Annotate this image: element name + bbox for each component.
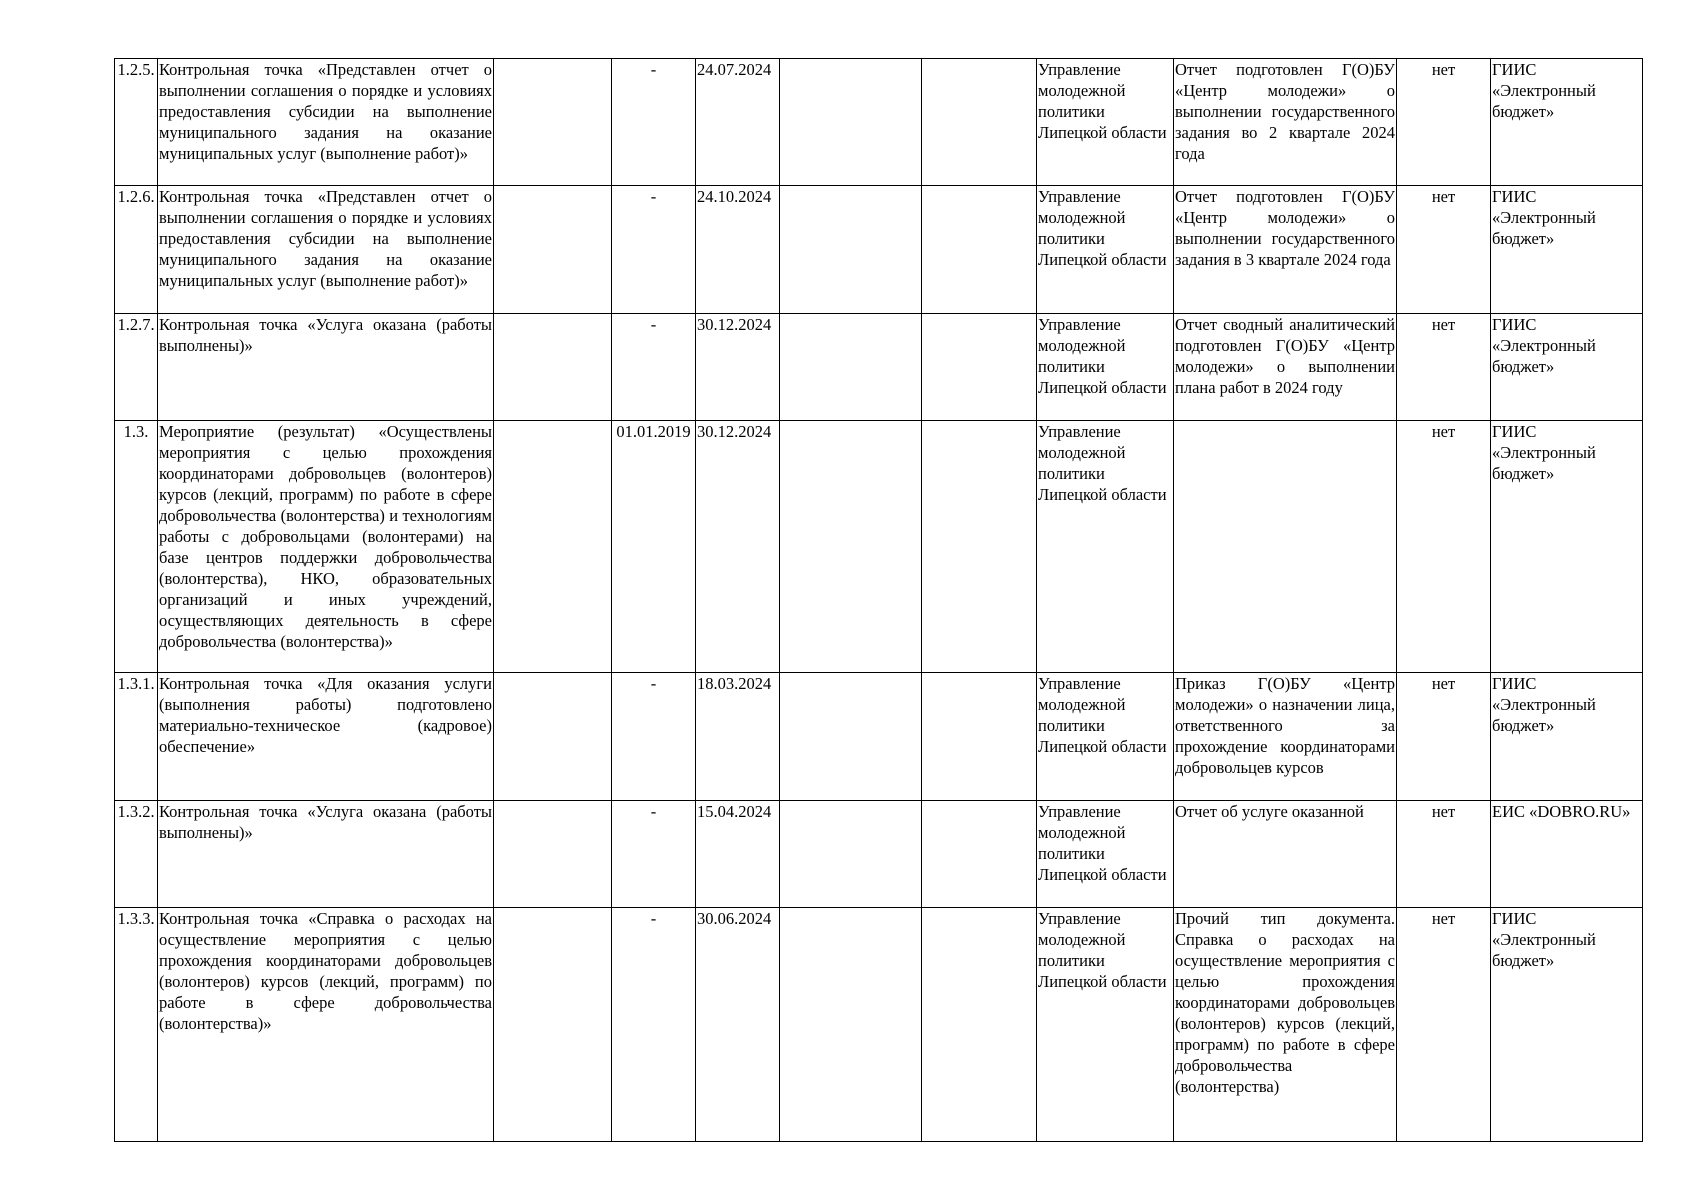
empty-cell [780, 186, 922, 314]
information-system-cell: ГИИС «Электронный бюджет» [1491, 186, 1643, 314]
responsible-cell: Управление молодежной политики Липецкой области [1037, 314, 1174, 421]
empty-cell [780, 673, 922, 801]
row-number-cell: 1.2.7. [115, 314, 158, 421]
table-row [115, 801, 1643, 908]
empty-cell [922, 801, 1037, 908]
empty-cell [922, 314, 1037, 421]
row-name-cell: Контрольная точка «Справка о расходах на осуществление мероприятия с целью прохождения координаторами добровольцев (волонтеров) курсов (лекций, программ) по работе в сфере добровольчества (волонтерства)» [158, 908, 494, 1142]
row-name-cell: Контрольная точка «Представлен отчет о выполнении соглашения о порядке и условиях предоставления субсидии на выполнение муниципального задания на оказание муниципальных услуг (выполнение работ)» [158, 186, 494, 314]
end-date-cell: 24.07.2024 [696, 59, 780, 186]
table-row [115, 421, 1643, 673]
table-row [115, 314, 1643, 421]
responsible-cell: Управление молодежной политики Липецкой области [1037, 801, 1174, 908]
empty-cell [922, 59, 1037, 186]
empty-cell [780, 421, 922, 673]
responsible-cell: Управление молодежной политики Липецкой области [1037, 59, 1174, 186]
row-number-cell: 1.3.2. [115, 801, 158, 908]
information-system-cell: ГИИС «Электронный бюджет» [1491, 908, 1643, 1142]
start-date-cell: - [612, 59, 696, 186]
row-name-cell: Контрольная точка «Услуга оказана (работы выполнены)» [158, 801, 494, 908]
table-row [115, 59, 1643, 186]
end-date-cell: 30.06.2024 [696, 908, 780, 1142]
start-date-cell: - [612, 186, 696, 314]
empty-cell [494, 59, 612, 186]
document-cell: Отчет подготовлен Г(О)БУ «Центр молодежи» о выполнении государственного задания во 2 квартале 2024 года [1174, 59, 1397, 186]
document-cell: Отчет сводный аналитический подготовлен Г(О)БУ «Центр молодежи» о выполнении плана работ в 2024 году [1174, 314, 1397, 421]
row-name-cell: Контрольная точка «Представлен отчет о выполнении соглашения о порядке и условиях предоставления субсидии на выполнение муниципального задания на оказание муниципальных услуг (выполнение работ)» [158, 59, 494, 186]
start-date-cell: - [612, 801, 696, 908]
flag-cell: нет [1397, 801, 1491, 908]
empty-cell [922, 186, 1037, 314]
flag-cell: нет [1397, 421, 1491, 673]
flag-cell: нет [1397, 59, 1491, 186]
empty-cell [494, 908, 612, 1142]
start-date-cell: 01.01.2019 [612, 421, 696, 673]
empty-cell [494, 673, 612, 801]
end-date-cell: 30.12.2024 [696, 421, 780, 673]
empty-cell [780, 801, 922, 908]
information-system-cell: ГИИС «Электронный бюджет» [1491, 314, 1643, 421]
empty-cell [780, 59, 922, 186]
table-row [115, 186, 1643, 314]
table-body [115, 59, 1643, 1142]
document-cell: Прочий тип документа. Справка о расходах на осуществление мероприятия с целью прохождения координаторами добровольцев (волонтеров) курсов (лекций, программ) по работе в сфере добровольчества (волонтерства) [1174, 908, 1397, 1142]
empty-cell [494, 314, 612, 421]
end-date-cell: 24.10.2024 [696, 186, 780, 314]
row-number-cell: 1.2.5. [115, 59, 158, 186]
start-date-cell: - [612, 314, 696, 421]
empty-cell [494, 186, 612, 314]
table-row [115, 673, 1643, 801]
table-row [115, 908, 1643, 1142]
information-system-cell: ГИИС «Электронный бюджет» [1491, 421, 1643, 673]
flag-cell: нет [1397, 186, 1491, 314]
responsible-cell: Управление молодежной политики Липецкой области [1037, 421, 1174, 673]
responsible-cell: Управление молодежной политики Липецкой области [1037, 673, 1174, 801]
information-system-cell: ГИИС «Электронный бюджет» [1491, 673, 1643, 801]
document-cell: Отчет подготовлен Г(О)БУ «Центр молодежи» о выполнении государственного задания в 3 квартале 2024 года [1174, 186, 1397, 314]
row-name-cell: Контрольная точка «Для оказания услуги (выполнения работы) подготовлено материально-техническое (кадровое) обеспечение» [158, 673, 494, 801]
empty-cell [922, 673, 1037, 801]
flag-cell: нет [1397, 673, 1491, 801]
flag-cell: нет [1397, 908, 1491, 1142]
start-date-cell: - [612, 908, 696, 1142]
responsible-cell: Управление молодежной политики Липецкой области [1037, 186, 1174, 314]
empty-cell [494, 801, 612, 908]
document-cell [1174, 421, 1397, 673]
flag-cell: нет [1397, 314, 1491, 421]
empty-cell [494, 421, 612, 673]
row-name-cell: Контрольная точка «Услуга оказана (работы выполнены)» [158, 314, 494, 421]
end-date-cell: 18.03.2024 [696, 673, 780, 801]
empty-cell [780, 908, 922, 1142]
document-cell: Приказ Г(О)БУ «Центр молодежи» о назначении лица, ответственного за прохождение координаторами добровольцев курсов [1174, 673, 1397, 801]
end-date-cell: 30.12.2024 [696, 314, 780, 421]
empty-cell [922, 908, 1037, 1142]
responsible-cell: Управление молодежной политики Липецкой области [1037, 908, 1174, 1142]
row-number-cell: 1.3. [115, 421, 158, 673]
start-date-cell: - [612, 673, 696, 801]
end-date-cell: 15.04.2024 [696, 801, 780, 908]
document-cell: Отчет об услуге оказанной [1174, 801, 1397, 908]
empty-cell [922, 421, 1037, 673]
row-name-cell: Мероприятие (результат) «Осуществлены мероприятия с целью прохождения координаторами добровольцев (волонтеров) курсов (лекций, программ) по работе в сфере добровольчества (волонтерства) и технологиям работы с добровольцами (волонтерами) на базе центров поддержки добровольчества (волонтерства), НКО, образовательных организаций и иных учреждений, осуществляющих деятельность в сфере добровольчества (волонтерства)» [158, 421, 494, 673]
information-system-cell: ЕИС «DOBRO.RU» [1491, 801, 1643, 908]
row-number-cell: 1.2.6. [115, 186, 158, 314]
empty-cell [780, 314, 922, 421]
control-points-table [114, 58, 1643, 1142]
row-number-cell: 1.3.3. [115, 908, 158, 1142]
row-number-cell: 1.3.1. [115, 673, 158, 801]
information-system-cell: ГИИС «Электронный бюджет» [1491, 59, 1643, 186]
